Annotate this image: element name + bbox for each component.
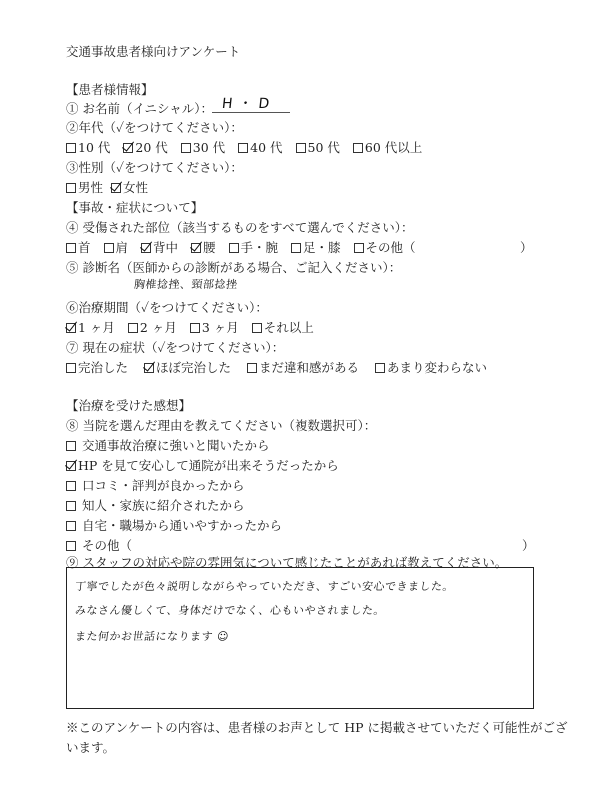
reason-other-close: ）: [522, 538, 535, 553]
checkbox-checked[interactable]: [66, 461, 76, 471]
footer-note: ※このアンケートの内容は、患者様のお声として HP に掲載させていただく可能性がござ: [66, 720, 568, 735]
period-option-more[interactable]: それ以上: [252, 318, 314, 336]
reason-option-referral[interactable]: 知人・家族に紹介されたから: [66, 496, 245, 514]
part-option-shoulder[interactable]: 肩: [104, 238, 129, 256]
checkbox[interactable]: [104, 243, 114, 253]
symptom-option-no-change[interactable]: あまり変わらない: [375, 358, 487, 376]
gender-option-male[interactable]: 男性: [66, 178, 103, 196]
parts-other-close: ）: [520, 240, 533, 255]
diagnosis-label: ⑤ 診断名（医師からの診断がある場合、ご記入ください）：: [66, 260, 402, 275]
checkbox[interactable]: [128, 323, 138, 333]
symptom-label: ⑦ 現在の症状（✓をつけてください）：: [66, 340, 285, 355]
checkbox[interactable]: [296, 143, 306, 153]
checkbox[interactable]: [353, 143, 363, 153]
reason-option-accident-specialty[interactable]: 交通事故治療に強いと聞いたから: [66, 436, 270, 454]
age-option-60s[interactable]: 60 代以上: [353, 138, 422, 156]
name-value[interactable]: H・D: [221, 96, 277, 112]
checkbox-checked[interactable]: [111, 183, 121, 193]
checkbox-checked[interactable]: [123, 143, 133, 153]
period-option-3-months[interactable]: 3 ヶ月: [190, 318, 239, 336]
comment-line: 丁寧でしたが色々説明しながらやっていただき、すごい安心できました。: [74, 580, 455, 593]
comment-line: みなさん優しくて、身体だけでなく、心もいやされました。: [74, 604, 386, 617]
checkbox-checked[interactable]: [144, 363, 154, 373]
reason-option-reviews[interactable]: 口コミ・評判が良かったから: [66, 476, 245, 494]
checkbox[interactable]: [66, 183, 76, 193]
age-option-20s[interactable]: 20 代: [123, 138, 167, 156]
reason-option-location[interactable]: 自宅・職場から通いやすかったから: [66, 516, 282, 534]
symptom-option-still-discomfort[interactable]: まだ違和感がある: [247, 358, 359, 376]
parts-options: [66, 238, 425, 256]
accident-section-header: 【事故・症状について】: [66, 200, 204, 215]
part-option-leg-knee[interactable]: 足・膝: [291, 238, 341, 256]
age-options: [66, 138, 431, 156]
checkbox[interactable]: [252, 323, 262, 333]
reason-label: ⑧ 当院を選んだ理由を教えてください（複数選択可）：: [66, 418, 377, 433]
reason-option-hp[interactable]: HP を見て安心して通院が出来そうだったから: [66, 456, 339, 474]
footer-note-continued: います。: [66, 740, 116, 755]
checkbox[interactable]: [229, 243, 239, 253]
checkbox[interactable]: [238, 143, 248, 153]
checkbox[interactable]: [190, 323, 200, 333]
checkbox[interactable]: [375, 363, 385, 373]
checkbox[interactable]: [66, 143, 76, 153]
comment-line: また何かお世話になります ☺: [74, 630, 230, 643]
staff-label: ⑨ スタッフの対応や院の雰囲気について感じたことがあれば教えてください。: [66, 555, 508, 570]
age-option-50s[interactable]: 50 代: [296, 138, 340, 156]
period-option-2-months[interactable]: 2 ヶ月: [128, 318, 177, 336]
period-option-1-month[interactable]: 1 ヶ月: [66, 318, 115, 336]
checkbox[interactable]: [181, 143, 191, 153]
reason-option-other[interactable]: その他（: [66, 536, 132, 554]
checkbox-checked[interactable]: [66, 323, 76, 333]
checkbox[interactable]: [291, 243, 301, 253]
page-title: 交通事故患者様向けアンケート: [66, 44, 241, 59]
part-option-other[interactable]: その他（: [354, 238, 416, 256]
age-option-10s[interactable]: 10 代: [66, 138, 110, 156]
diagnosis-value[interactable]: 胸椎捻挫、頸部捻挫: [133, 278, 239, 291]
checkbox[interactable]: [66, 501, 76, 511]
age-option-30s[interactable]: 30 代: [181, 138, 225, 156]
parts-label: ④ 受傷された部位（該当するものをすべて選んでください）：: [66, 220, 414, 235]
patient-section-header: 【患者様情報】: [66, 82, 154, 97]
gender-options: [66, 178, 157, 196]
impression-section-header: 【治療を受けた感想】: [66, 398, 192, 413]
age-label: ②年代（✓をつけてください）：: [66, 120, 243, 135]
age-option-40s[interactable]: 40 代: [238, 138, 282, 156]
checkbox[interactable]: [354, 243, 364, 253]
checkbox[interactable]: [66, 521, 76, 531]
checkbox[interactable]: [66, 441, 76, 451]
checkbox[interactable]: [66, 363, 76, 373]
checkbox[interactable]: [66, 481, 76, 491]
gender-option-female[interactable]: 女性: [111, 178, 148, 196]
part-option-neck[interactable]: 首: [66, 238, 91, 256]
part-option-hand-arm[interactable]: 手・腕: [229, 238, 279, 256]
checkbox[interactable]: [247, 363, 257, 373]
name-label: ① お名前（イニシャル）：: [66, 101, 213, 116]
checkbox[interactable]: [66, 243, 76, 253]
part-option-back[interactable]: 背中: [141, 238, 178, 256]
period-label: ⑥治療期間（✓をつけてください）：: [66, 300, 268, 315]
symptom-option-almost-recovered[interactable]: ほぼ完治した: [144, 358, 231, 376]
checkbox[interactable]: [66, 541, 76, 551]
gender-label: ③性別（✓をつけてください）：: [66, 160, 243, 175]
comment-box[interactable]: [66, 567, 534, 709]
checkbox-checked[interactable]: [191, 243, 201, 253]
checkbox-checked[interactable]: [141, 243, 151, 253]
part-option-waist[interactable]: 腰: [191, 238, 216, 256]
symptom-options: [66, 358, 496, 376]
symptom-option-recovered[interactable]: 完治した: [66, 358, 128, 376]
period-options: [66, 318, 323, 336]
